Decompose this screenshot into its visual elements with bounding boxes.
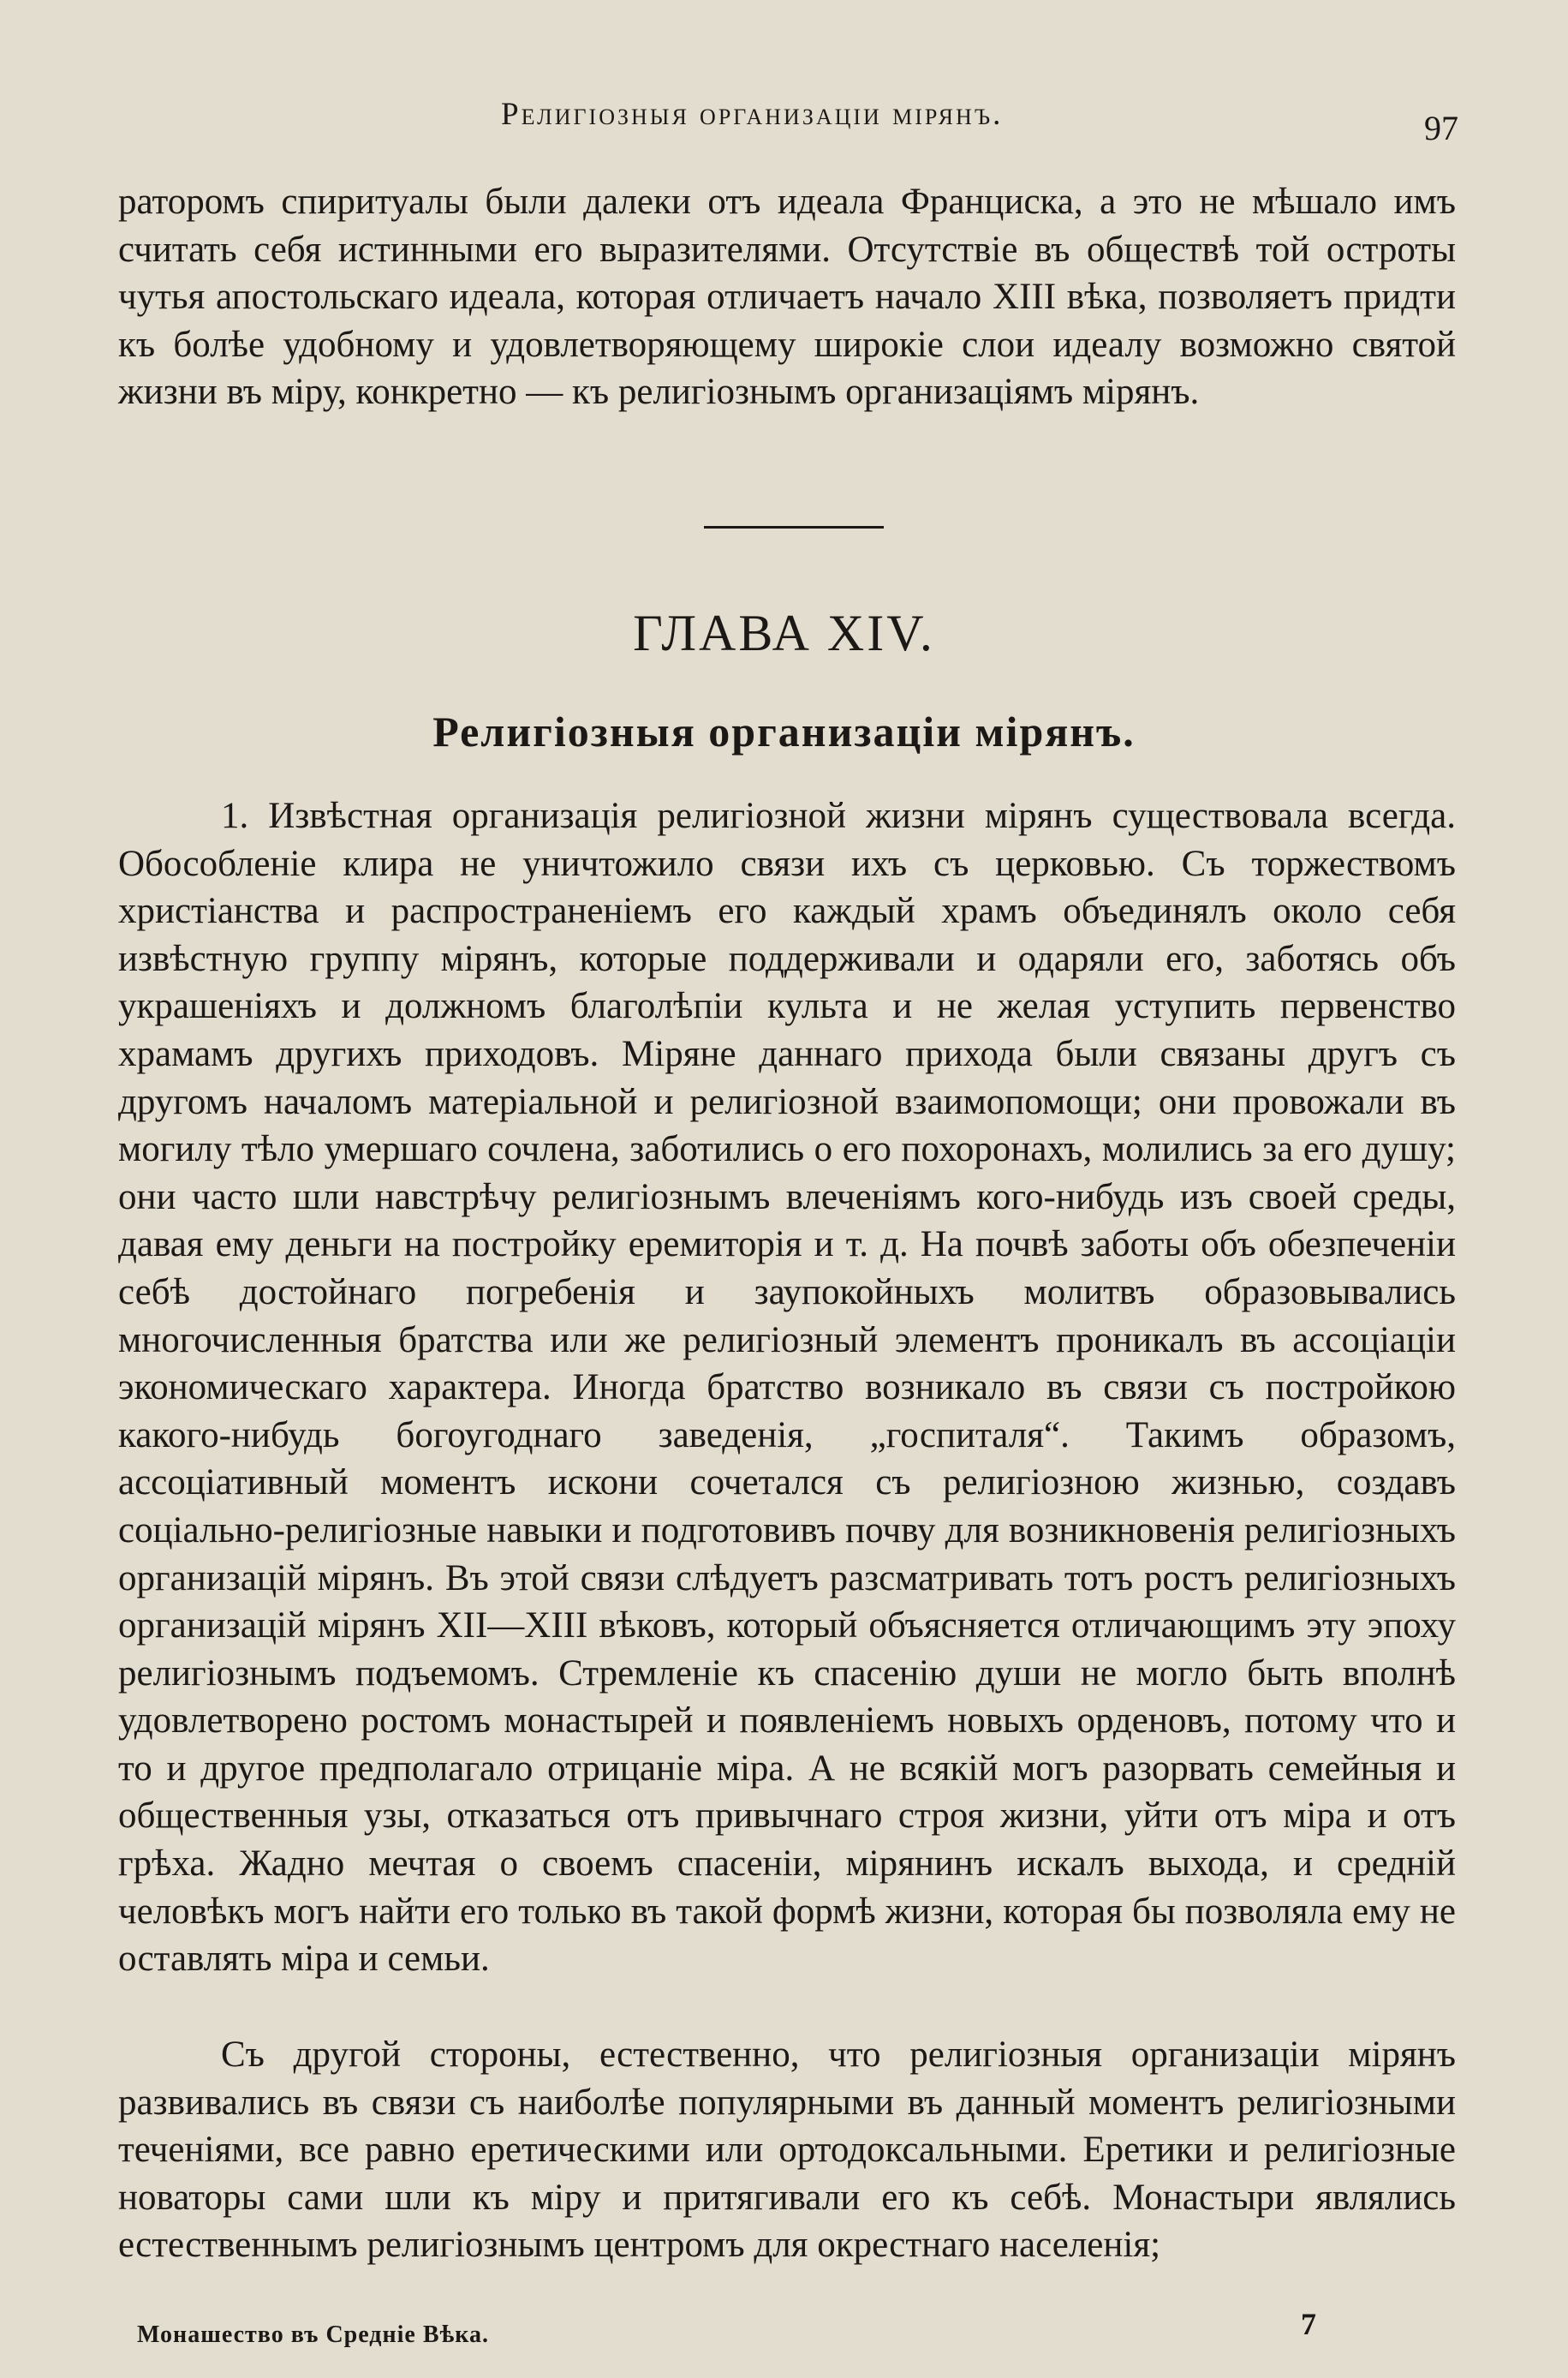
sheet-number: 7: [1301, 2307, 1316, 2341]
signature-line: Монашество въ Средніе Вѣка.: [137, 2321, 490, 2348]
running-header: [0, 96, 1568, 147]
paragraph-2: Съ другой стороны, естественно, что религіозныя организаціи мірянъ развивались въ связи съ наиболѣе популярными въ данный моментъ религіозными теченіями, все равно еретическими или ортодоксальными. Еретики и религіозные новаторы сами шли къ міру и притягивали его къ себѣ. Монастыри являлись естественнымъ религіознымъ центромъ для окрестнаго населенія;: [118, 2034, 1456, 2266]
paragraph-1: 1. Извѣстная организація религіозной жизни мірянъ существовала всегда. Обособленіе клира не уничтожило связи ихъ съ церковью. Съ торжествомъ христіанства и распространеніемъ его каждый храмъ объединялъ около себя извѣстную группу мірянъ, которые поддерживали и одаряли его, заботясь объ украшеніяхъ и должномъ благолѣпіи культа и не желая уступить первенство храмамъ другихъ приходовъ. Міряне даннаго прихода были связаны другъ съ другомъ началомъ матеріальной и религіозной взаимопомощи; они провожали въ могилу тѣло умершаго сочлена, заботились о его похоронахъ, молились за его душу; они часто шли навстрѣчу религіознымъ влеченіямъ кого-нибудь изъ своей среды, давая ему деньги на постройку еремиторія и т. д. На почвѣ заботы объ обезпеченіи себѣ достойнаго погребенія и заупокойныхъ молитвъ образовывались многочисленныя братства или же религіозный элементъ проникалъ въ ассоціаціи экономическаго характера. Иногда братство возникало въ связи съ постройкою какого-нибудь богоугоднаго заведенія, „госпиталя“. Такимъ образомъ, ассоціативный моментъ искони сочетался съ религіозною жизнью, создавъ соціально-религіозные навыки и подготовивъ почву для возникновенія религіозныхъ организацій мірянъ. Въ этой связи слѣдуетъ разсматривать тотъ ростъ религіозныхъ организацій мірянъ XII—XIII вѣковъ, который объясняется отличающимъ эту эпоху религіознымъ подъемомъ. Стремленіе къ спасенію души не могло быть вполнѣ удовлетворено ростомъ монастырей и появленіемъ новыхъ орденовъ, потому что и то и другое предполагало отрицаніе міра. А не всякій могъ разорвать семейныя и общественныя узы, отказаться отъ привычнаго строя жизни, уйти отъ міра и отъ грѣха. Жадно мечтая о своемъ спасеніи, мірянинъ искалъ выхода, и средній человѣкъ могъ найти его только въ такой формѣ жизни, которая бы позволяла ему не оставлять міра и семьи.: [118, 796, 1456, 1980]
paragraph-continued: раторомъ спиритуалы были далеки отъ идеала Франциска, а это не мѣшало имъ считать себя истинными его выразителями. Отсутствіе въ обществѣ той остроты чутья апостольскаго идеала, которая отличаетъ начало XIII вѣка, позволяетъ придти къ болѣе удобному и удовлетворяющему широкіе слои идеалу возможно святой жизни въ міру, конкретно — къ религіознымъ организаціямъ мірянъ.: [118, 182, 1456, 413]
chapter-title: Религіозныя организаціи мірянъ.: [432, 708, 1136, 756]
page-number: 97: [1424, 109, 1458, 147]
section-divider: [704, 526, 884, 529]
chapter-heading: ГЛАВА XIV.: [633, 605, 935, 661]
running-title: Религіозныя организаціи мірянъ.: [501, 97, 1004, 132]
